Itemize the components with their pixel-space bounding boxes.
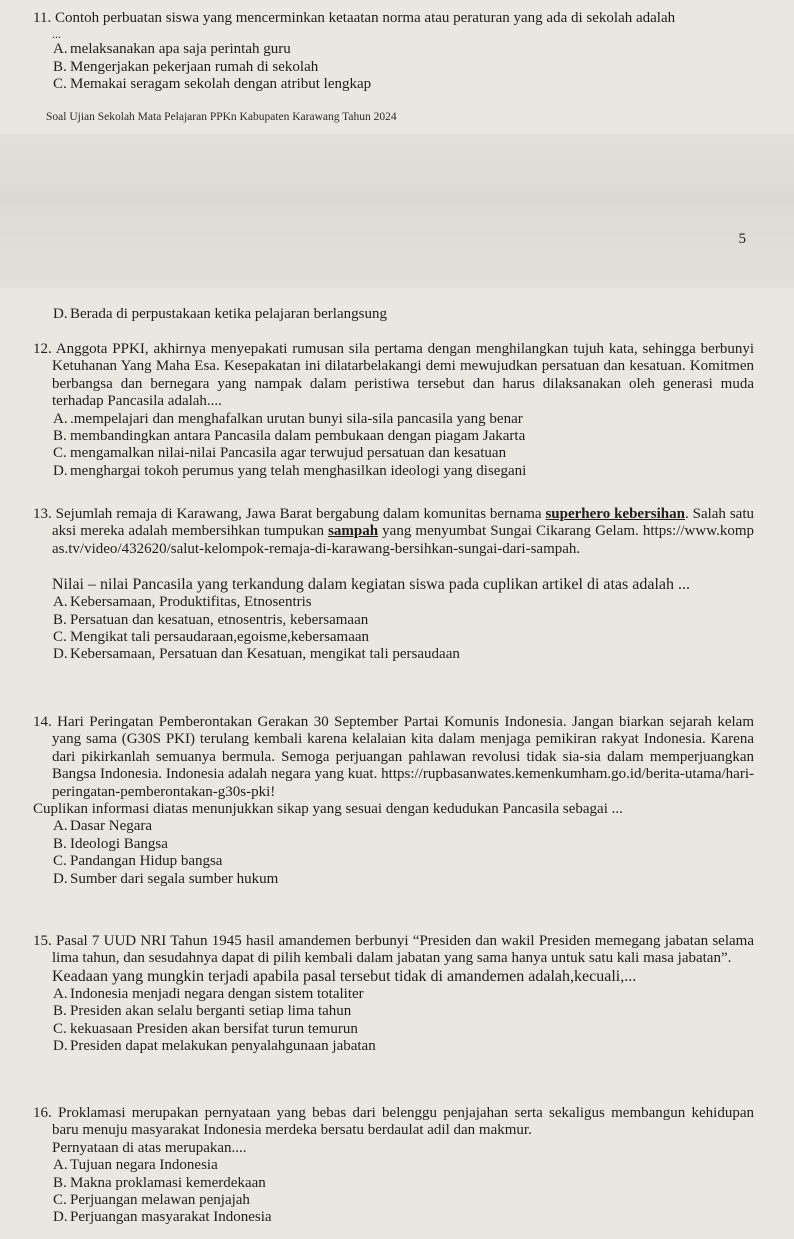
option-b[interactable]: B. Presiden akan selalu berganti setiap lima tahun — [53, 1003, 352, 1020]
question-16 — [0, 1105, 794, 1227]
option-a[interactable]: A. .mempelajari dan menghafalkan urutan bunyi sila-sila pancasila yang benar — [53, 410, 523, 427]
question-16-stem: 16. Proklamasi merupakan pernyataan yang bebas dari belenggu penjajahan serta sekaligus membangun kehidupan baru menuju masyarakat Indonesia merdeka bersatu berdaulat adil dan makmur. — [33, 1105, 754, 1139]
option-c[interactable]: C. Perjuangan melawan penjajah — [53, 1192, 250, 1209]
highlight-term: sampah — [328, 523, 379, 540]
option-c[interactable]: C. Memakai seragam sekolah dengan atribut lengkap — [53, 76, 372, 93]
question-14-stem: 14. Hari Peringatan Pemberontakan Gerakan 30 September Partai Komunis Indonesia. Jangan biarkan sejarah kelam yang sama (G30S PKI) terulang kembali karena kelalaian kita dalam menjaga pemikiran rakyat Indonesia. Karena dari pikirkanlah semuanya bermula. Semoga perjuangan pahlawan revolusi tidak sia-sia dalam memperjuangkan Bangsa Indonesia. Indonesia adalah negara yang kuat. https://rupbasanwates.kemenkumham.go.id/berita-utama/hari-peringatan-pemberontakan-g30s-pki! — [33, 714, 754, 800]
option-a[interactable]: A. Kebersamaan, Produktifitas, Etnosentris — [53, 594, 312, 611]
highlight-term: superhero kebersihan — [545, 506, 685, 522]
question-13 — [0, 506, 794, 664]
question-11-options — [0, 41, 794, 93]
option-c[interactable]: C. kekuasaan Presiden akan bersifat turun temurun — [53, 1020, 358, 1037]
page-footer: Soal Ujian Sekolah Mata Pelajaran PPKn Kabupaten Karawang Tahun 2024 — [46, 111, 397, 123]
option-d[interactable]: D. Berada di perpustakaan ketika pelajaran berlangsung — [53, 306, 387, 322]
question-11-stem: 11. Contoh perbuatan siswa yang mencerminkan ketaatan norma atau peraturan yang ada di sekolah adalah — [33, 10, 676, 26]
question-15 — [0, 933, 794, 1055]
question-11-continuation: ... — [52, 27, 61, 42]
question-15-question: Keadaan yang mungkin terjadi apabila pasal tersebut tidak di amandemen adalah,kecuali,... — [52, 967, 637, 985]
option-b[interactable]: B. Makna proklamasi kemerdekaan — [53, 1174, 266, 1191]
option-b[interactable]: B. Persatuan dan kesatuan, etnosentris, kebersamaan — [53, 611, 369, 628]
question-12 — [0, 341, 794, 480]
option-a[interactable]: A. Indonesia menjadi negara dengan sistem totaliter — [53, 985, 364, 1002]
question-16-question: Pernyataan di atas merupakan.... — [52, 1139, 247, 1156]
option-b[interactable]: B. membandingkan antara Pancasila dalam pembukaan dengan piagam Jakarta — [53, 428, 526, 445]
question-14 — [0, 714, 794, 888]
option-d[interactable]: D. menghargai tokoh perumus yang telah menghasilkan ideologi yang disegani — [53, 462, 527, 479]
option-a[interactable]: A. Dasar Negara — [53, 818, 153, 835]
option-d[interactable]: D. Kebersamaan, Persatuan dan Kesatuan, mengikat tali persaudaan — [53, 646, 460, 663]
question-15-stem: 15. Pasal 7 UUD NRI Tahun 1945 hasil amandemen berbunyi “Presiden dan wakil Presiden memegang jabatan selama lima tahun, dan sesudahnya dapat di pilih kembali dalam jabatan yang sama hanya untuk satu kali masa jabatan”. — [33, 933, 754, 967]
option-c[interactable]: C. Mengikat tali persaudaraan,egoisme,kebersamaan — [53, 629, 370, 646]
article-link[interactable]: https://www.kompas.tv/video/432620/salut-kelompok-remaja-di-karawang-bersihkan-sungai-dari-sampah. — [52, 523, 754, 557]
question-14-question: Cuplikan informasi diatas menunjukkan sikap yang sesuai dengan kedudukan Pancasila sebagai ... — [33, 801, 623, 818]
option-d[interactable]: D. Perjuangan masyarakat Indonesia — [53, 1209, 272, 1226]
question-13-question: Nilai – nilai Pancasila yang terkandung dalam kegiatan siswa pada cuplikan artikel di atas adalah ... — [52, 576, 691, 594]
option-c[interactable]: C. mengamalkan nilai-nilai Pancasila agar terwujud persatuan dan kesatuan — [53, 445, 507, 462]
question-13-stem: 13. Sejumlah remaja di Karawang, Jawa Barat bergabung dalam komunitas bernama superhero kebersihan. Salah satu aksi mereka adalah membersihkan tumpukan sampah yang menyumbat Sungai Cikarang Gelam. https://www.kompas.tv/video/432620/salut-kelompok-remaja-di-karawang-bersihkan-sungai-dari-sampah. — [33, 506, 754, 557]
option-d[interactable]: D. Sumber dari segala sumber hukum — [53, 870, 279, 887]
option-b[interactable]: B. Ideologi Bangsa — [53, 835, 168, 852]
question-12-stem: 12. Anggota PPKI, akhirnya menyepakati rumusan sila pertama dengan menghilangkan tujuh kata, sehingga berbunyi Ketuhanan Yang Maha Esa. Kesepakatan ini dilatarbelakangi demi mewujudkan persatuan dan kesatuan. Komitmen berbangsa dan bernegara yang nampak dalam peristiwa tersebut dan harus dilaksanakan oleh generasi muda terhadap Pancasila adalah.... — [33, 341, 754, 410]
option-a[interactable]: A. melaksanakan apa saja perintah guru — [53, 41, 291, 58]
option-b[interactable]: B. Mengerjakan pekerjaan rumah di sekolah — [53, 58, 319, 75]
question-11 — [0, 10, 794, 94]
page-break — [0, 134, 794, 288]
option-a[interactable]: A. Tujuan negara Indonesia — [53, 1157, 218, 1174]
option-d[interactable]: D. Presiden dapat melakukan penyalahgunaan jabatan — [53, 1038, 376, 1055]
page-number: 5 — [738, 231, 746, 247]
question-11-option-d — [0, 306, 794, 323]
option-c[interactable]: C. Pandangan Hidup bangsa — [53, 853, 223, 870]
